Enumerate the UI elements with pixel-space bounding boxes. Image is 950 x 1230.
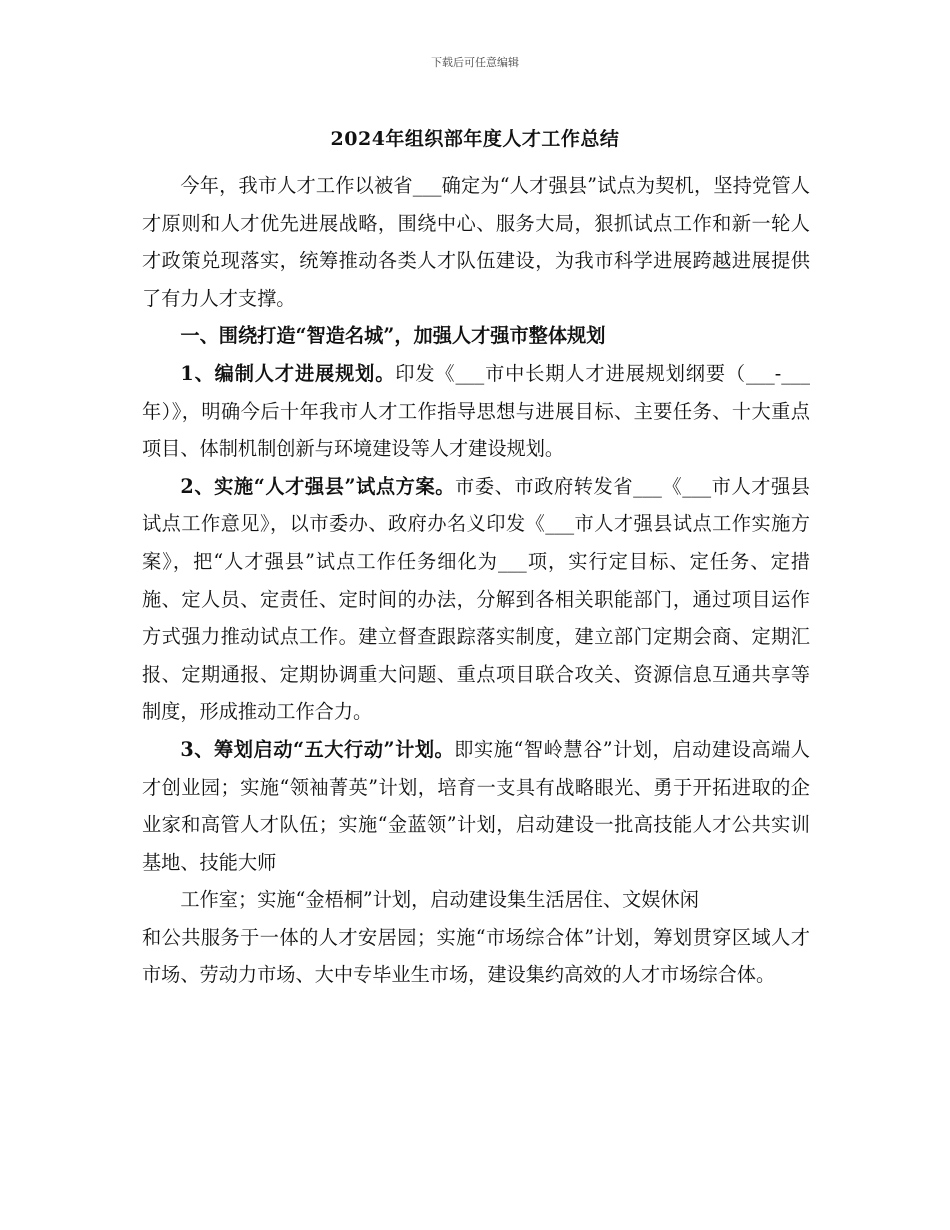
document-title: 2024年组织部年度人才工作总结 [330, 128, 620, 150]
item-3-cont-rest: 和公共服务于一体的人才安居园；实施“市场综合体”计划，筹划贯穿区域人才市场、劳动力市场、大中专毕业生市场，建设集约高效的人才市场综合体。 [142, 925, 810, 987]
item-3-title: 3、筹划启动“五大行动”计划。 [180, 737, 455, 761]
item-2-title: 2、实施“人才强县”试点方案。 [180, 474, 456, 498]
item-2-text: 市委、市政府转发省___《___市人才强县试点工作意见》，以市委办、政府办名义印发《___市人才强县试点工作实施方案》，把“人才强县”试点工作任务细化为___项，实行定目标、定任务、定措施、定人员、定责任、定时间的办法，分解到各相关职能部门，通过项目运作方式强力推动试点工作。建立督查跟踪落实制度，建立部门定期会商、定期汇报、定期通报、定期协调重大问题、重点项目联合攻关、资源信息互通共享等制度，形成推动工作合力。 [142, 474, 810, 724]
intro-paragraph: 今年，我市人才工作以被省___确定为“人才强县”试点为契机，坚持党管人才原则和人才优先进展战略，围绕中心、服务大局，狠抓试点工作和新一轮人才政策兑现落实，统筹推动各类人才队伍建设，为我市科学进展跨越进展提供了有力人才支撑。 [142, 174, 810, 310]
item-1-paragraph [142, 355, 810, 468]
item-3-paragraph [142, 731, 810, 881]
document-body [142, 167, 810, 994]
item-3-cont-first-line: 工作室；实施“金梧桐”计划，启动建设集生活居住、文娱休闲 [180, 888, 699, 912]
header-note: 下载后可任意编辑 [431, 56, 519, 69]
section-1-heading: 一、围绕打造“智造名城”，加强人才强市整体规划 [180, 324, 606, 348]
item-1-title: 1、编制人才进展规划。 [180, 361, 396, 385]
item-3-continuation [142, 881, 810, 994]
item-3-text: 即实施“智岭慧谷”计划，启动建设高端人才创业园；实施“领袖菁英”计划，培育一支具有战略眼光、勇于开拓进取的企业家和高管人才队伍；实施“金蓝领”计划，启动建设一批高技能人才公共实训基地、技能大师 [142, 737, 810, 874]
item-1-text: 印发《___市中长期人才进展规划纲要（___-___年）》，明确今后十年我市人才工作指导思想与进展目标、主要任务、十大重点项目、体制机制创新与环境建设等人才建设规划。 [142, 361, 810, 461]
item-2-paragraph [142, 468, 810, 731]
